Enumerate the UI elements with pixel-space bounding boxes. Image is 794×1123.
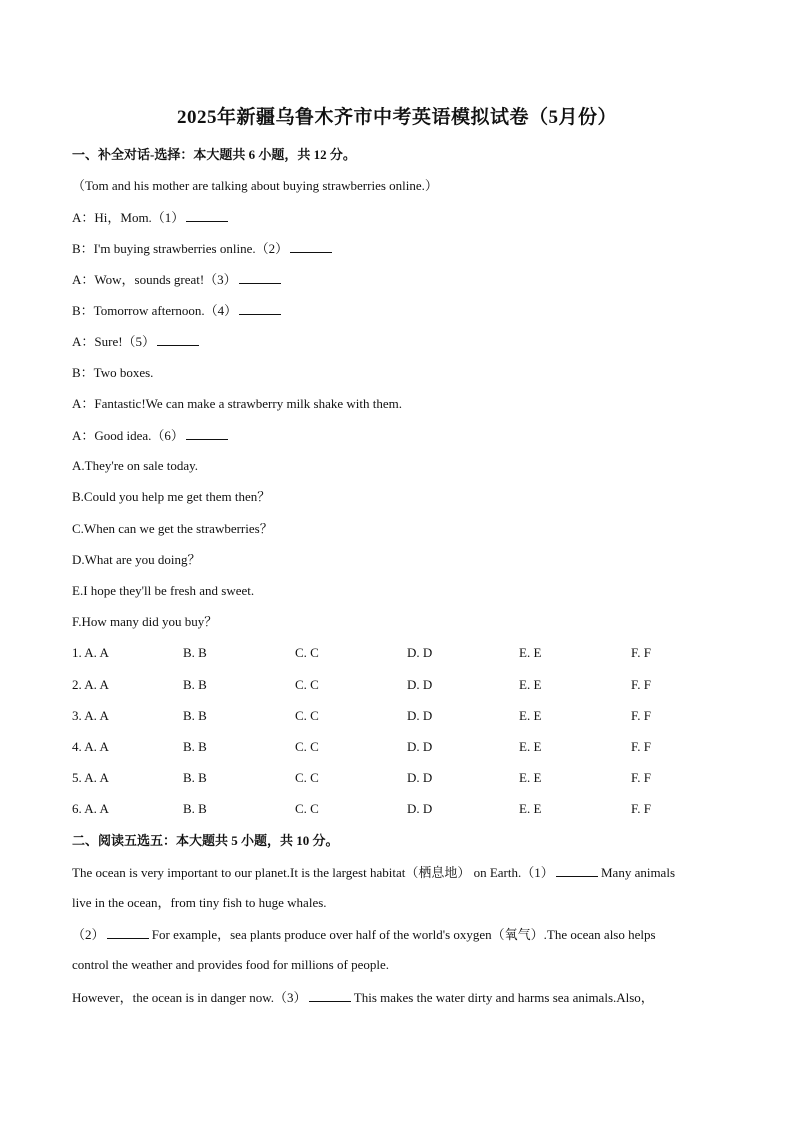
speaker-label: B： [72, 365, 94, 380]
passage-line-5 [72, 989, 654, 1006]
question-6-options [72, 801, 712, 817]
speaker-label: A： [72, 210, 95, 225]
dialogue-intro: （Tom and his mother are talking about buying strawberries online.） [72, 178, 438, 193]
passage-line-1 [72, 864, 675, 881]
dialogue-line-5 [72, 333, 199, 350]
answer-blank [157, 333, 199, 346]
option-d[interactable]: D. D [407, 677, 433, 692]
option-e[interactable]: E. E [519, 739, 542, 754]
speaker-label: A： [72, 428, 95, 443]
passage-text: （2） [72, 927, 105, 942]
question-2-options [72, 677, 712, 693]
option-e[interactable]: E. E [519, 677, 542, 692]
dialogue-text: Good idea.（6） [94, 428, 184, 443]
answer-blank [239, 302, 281, 315]
choice-b: B.Could you help me get them then？ [72, 489, 271, 504]
option-f[interactable]: F. F [631, 770, 651, 785]
option-d[interactable]: D. D [407, 645, 433, 660]
question-1-options [72, 645, 712, 661]
option-b[interactable]: B. B [183, 739, 207, 754]
option-b[interactable]: B. B [183, 801, 207, 816]
choice-a: A.They're on sale today. [72, 458, 199, 473]
option-e[interactable]: E. E [519, 708, 542, 723]
dialogue-text: Wow，sounds great!（3） [94, 272, 237, 287]
question-5-options [72, 770, 712, 786]
answer-blank [309, 989, 351, 1002]
passage-text: For example，sea plants produce over half of the world's oxygen（氧气）.The ocean also helps [151, 927, 656, 942]
dialogue-text: Sure!（5） [94, 334, 156, 349]
section1-heading: 一、补全对话-选择：本大题共 6 小题，共 12 分。 [72, 147, 356, 162]
dialogue-line-6 [72, 365, 153, 381]
passage-text: Many animals [600, 865, 675, 880]
option-a[interactable]: 5. A. A [72, 770, 109, 785]
answer-blank [556, 864, 598, 877]
answer-blank [107, 926, 149, 939]
passage-line-4: control the weather and provides food for millions of people. [72, 957, 389, 972]
option-d[interactable]: D. D [407, 801, 433, 816]
dialogue-line-7 [72, 396, 402, 412]
option-a[interactable]: 6. A. A [72, 801, 109, 816]
option-a[interactable]: 2. A. A [72, 677, 109, 692]
option-a[interactable]: 4. A. A [72, 739, 109, 754]
option-c[interactable]: C. C [295, 677, 319, 692]
option-f[interactable]: F. F [631, 801, 651, 816]
page-title: 2025年新疆乌鲁木齐市中考英语模拟试卷（5月份） [176, 107, 617, 128]
dialogue-text: Hi，Mom.（1） [94, 210, 185, 225]
passage-line-3 [72, 926, 656, 943]
dialogue-line-4 [72, 302, 281, 319]
option-f[interactable]: F. F [631, 708, 651, 723]
speaker-label: A： [72, 272, 95, 287]
dialogue-line-8 [72, 427, 228, 444]
choice-c: C.When can we get the strawberries？ [72, 521, 273, 536]
option-e[interactable]: E. E [519, 770, 542, 785]
option-d[interactable]: D. D [407, 708, 433, 723]
option-c[interactable]: C. C [295, 645, 319, 660]
choice-f: F.How many did you buy？ [72, 614, 218, 629]
dialogue-text: Two boxes. [93, 365, 154, 380]
dialogue-text: Fantastic!We can make a strawberry milk shake with them. [94, 396, 402, 411]
option-d[interactable]: D. D [407, 739, 433, 754]
option-e[interactable]: E. E [519, 801, 542, 816]
section2-heading: 二、阅读五选五：本大题共 5 小题，共 10 分。 [72, 833, 339, 848]
option-f[interactable]: F. F [631, 645, 651, 660]
speaker-label: B： [72, 241, 94, 256]
option-b[interactable]: B. B [183, 708, 207, 723]
answer-blank [290, 240, 332, 253]
option-a[interactable]: 1. A. A [72, 645, 109, 660]
option-c[interactable]: C. C [295, 770, 319, 785]
choice-d: D.What are you doing？ [72, 552, 201, 567]
option-e[interactable]: E. E [519, 645, 542, 660]
dialogue-line-2 [72, 240, 332, 257]
passage-text: The ocean is very important to our planet.It is the largest habitat（栖息地） on Earth.（1） [72, 865, 554, 880]
question-4-options [72, 739, 712, 755]
passage-text: However，the ocean is in danger now.（3） [72, 990, 307, 1005]
answer-blank [186, 427, 228, 440]
option-f[interactable]: F. F [631, 739, 651, 754]
question-3-options [72, 708, 712, 724]
option-c[interactable]: C. C [295, 739, 319, 754]
option-f[interactable]: F. F [631, 677, 651, 692]
option-a[interactable]: 3. A. A [72, 708, 109, 723]
answer-blank [186, 209, 228, 222]
dialogue-line-1 [72, 209, 228, 226]
speaker-label: B： [72, 303, 94, 318]
option-b[interactable]: B. B [183, 677, 207, 692]
dialogue-text: Tomorrow afternoon.（4） [93, 303, 238, 318]
option-c[interactable]: C. C [295, 801, 319, 816]
choice-e: E.I hope they'll be fresh and sweet. [72, 583, 255, 598]
dialogue-text: I'm buying strawberries online.（2） [93, 241, 289, 256]
option-d[interactable]: D. D [407, 770, 433, 785]
option-b[interactable]: B. B [183, 645, 207, 660]
speaker-label: A： [72, 396, 95, 411]
passage-line-2: live in the ocean，from tiny fish to huge whales. [72, 895, 327, 910]
dialogue-line-3 [72, 271, 281, 288]
option-c[interactable]: C. C [295, 708, 319, 723]
answer-blank [239, 271, 281, 284]
speaker-label: A： [72, 334, 95, 349]
passage-text: This makes the water dirty and harms sea animals.Also， [353, 990, 654, 1005]
option-b[interactable]: B. B [183, 770, 207, 785]
